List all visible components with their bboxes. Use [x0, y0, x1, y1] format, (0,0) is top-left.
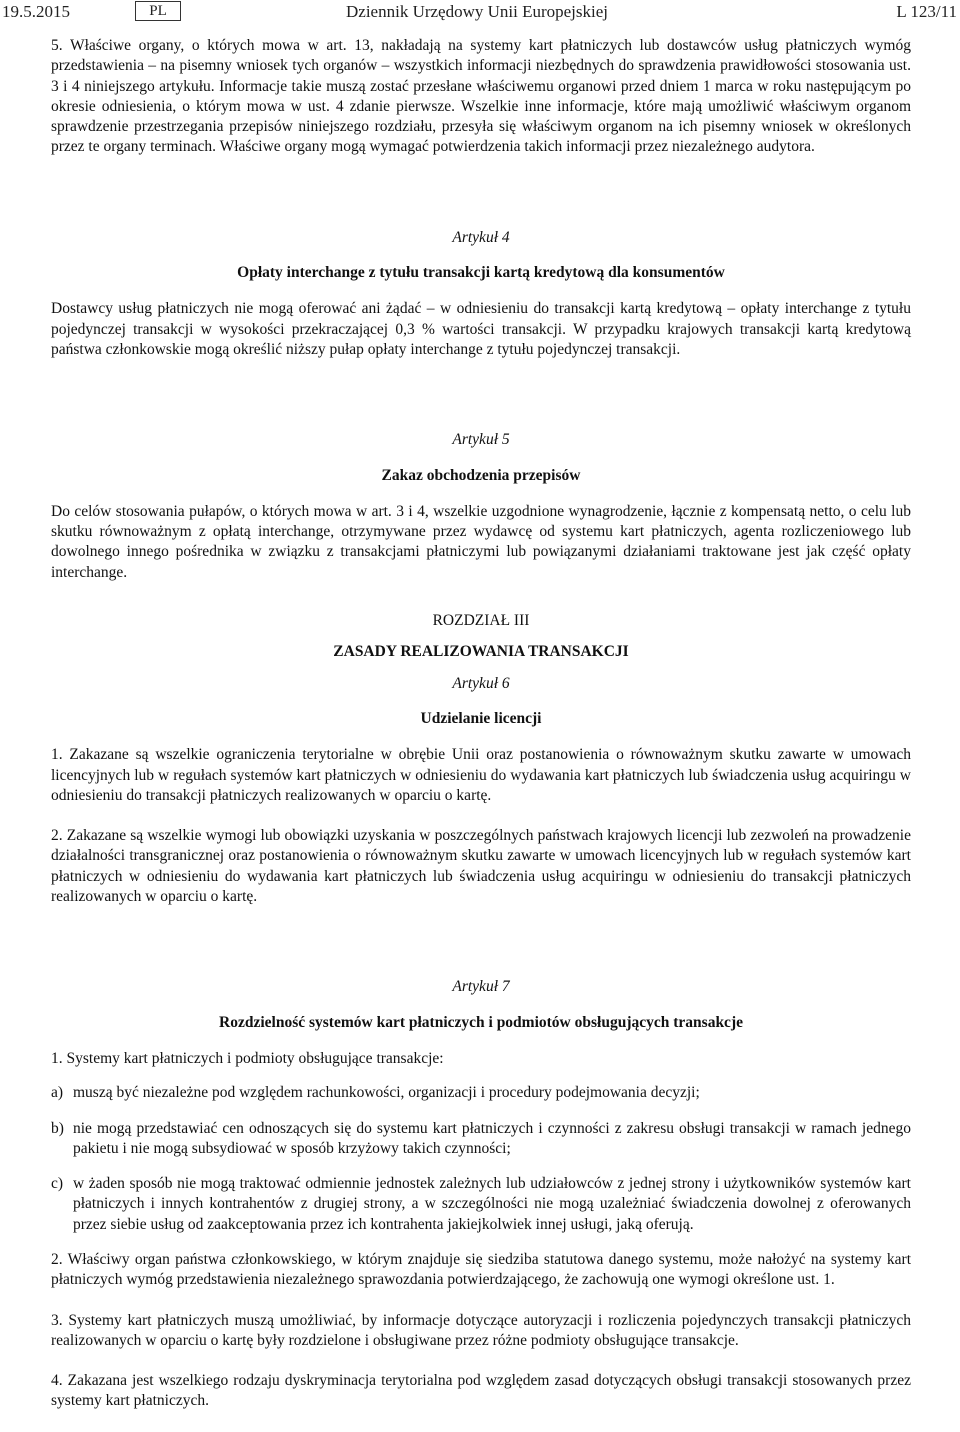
list-item-label: b): [51, 1119, 64, 1137]
list-item: [51, 1174, 911, 1235]
spacer: [51, 178, 911, 200]
article6-paragraph-1: 1. Zakazane są wszelkie ograniczenia terytorialne w obrębie Unii oraz postanowienia o równoważnym skutku zawarte w umowach licencyjnych lub w regułach systemów kart płatniczych w odniesieniu do wydawania kart płatniczych lub świadczenia usług acquiringu w odniesieniu do transakcji płatniczych realizowanych w oparciu o kartę.: [51, 746, 911, 804]
list-item-text: w żaden sposób nie mogą traktować odmiennie jednostek zależnych lub udziałowców z jednej strony i użytkowników systemów kart płatniczych i innych kontrahentów z drugiej strony, a w szczególności nie mogą uzależniać świadczenia dowolnej z oferowanych przez siebie usług od zaakceptowania przez ich kontrahenta jakiejkolwiek innej usługi, jaką oferują.: [73, 1175, 911, 1233]
spacer: [51, 380, 911, 402]
article7-paragraph-1: 1. Systemy kart płatniczych i podmioty obsługujące transakcje:: [51, 1049, 444, 1067]
publication-date: 19.5.2015: [2, 2, 70, 21]
list-item-label: a): [51, 1084, 64, 1102]
journal-title: Dziennik Urzędowy Unii Europejskiej: [346, 2, 609, 21]
article4-title: Opłaty interchange z tytułu transakcji kartą kredytową dla konsumentów: [237, 264, 725, 282]
spacer: [51, 927, 911, 949]
chapter3-number: ROZDZIAŁ III: [432, 612, 530, 630]
list-item-text: muszą być niezależne pod względem rachunkowości, organizacji i procedury podejmowania decyzji;: [73, 1084, 700, 1102]
page-header: [0, 0, 960, 24]
article5-number: Artykuł 5: [452, 431, 510, 449]
article7-paragraph-3: 3. Systemy kart płatniczych muszą umożliwiać, by informacje dotyczące autoryzacji i rozliczenia pojedynczych transakcji płatniczych realizowanych w oparciu o kartę były rozdzielone i obsługiwane przez różne podmioty obsługujące transakcje.: [51, 1311, 911, 1349]
article6-number: Artykuł 6: [452, 674, 510, 692]
list-item-label: c): [51, 1175, 64, 1193]
language-badge: PL: [135, 1, 181, 21]
article7-number: Artykuł 7: [452, 978, 510, 996]
article7-paragraph-4: 4. Zakazana jest wszelkiego rodzaju dyskryminacja terytorialna pod względem zasad dotyczących obsługi transakcji stosowanych przez systemy kart płatniczych.: [51, 1372, 911, 1410]
journal-reference: L 123/11: [896, 2, 957, 21]
article6-title: Udzielanie licencji: [420, 709, 542, 727]
chapter3-title: ZASADY REALIZOWANIA TRANSAKCJI: [333, 643, 629, 661]
article7-paragraph-2: 2. Właściwy organ państwa członkowskiego, w którym znajduje się siedziba statutowa danego systemu, może nałożyć na systemy kart płatniczych wymóg przedstawienia niezależnego sprawozdania potwierdzającego, że zachowują one wymogi określone ust. 1.: [51, 1250, 911, 1289]
article4-number: Artykuł 4: [452, 228, 510, 246]
article5-title: Zakaz obchodzenia przepisów: [381, 466, 581, 484]
document-body: [51, 36, 911, 1432]
list-item-text: nie mogą przedstawiać cen odnoszących się do systemu kart płatniczych i czynności z zakresu obsługi transakcji w ramach jednego pakietu i nie mogą subsydiować w sposób krzyżowy takich czynności;: [73, 1119, 911, 1157]
list-item: [51, 1119, 911, 1160]
article6-paragraph-2: 2. Zakazane są wszelkie wymogi lub obowiązki uzyskania w poszczególnych państwach krajowych licencji lub zezwoleń na prowadzenie działalności transgranicznej oraz postanowienia o równoważnym skutku zawarte w umowach licencyjnych lub w regułach systemów kart płatniczych w odniesieniu do wydawania kart płatniczych lub świadczenia usług acquiringu w odniesieniu do transakcji płatniczych realizowanych w oparciu o kartę.: [51, 827, 911, 906]
list-item: [51, 1083, 911, 1103]
article5-text: Do celów stosowania pułapów, o których mowa w art. 3 i 4, wszelkie uzgodnione wynagrodzenie, łącznie z kompensatą netto, o celu lub skutku równoważnym z opłatą interchange, otrzymywane przez wydawcę od systemu kart płatniczych, agenta rozliczeniowego lub dowolnego innego pośrednika w związku z transakcjami płatniczymi lub powiązanymi działaniami traktowane jest jak część opłaty interchange.: [51, 502, 911, 581]
article7-title: Rozdzielność systemów kart płatniczych i podmiotów obsługujących transakcje: [219, 1013, 743, 1031]
article3-paragraph-5: 5. Właściwe organy, o których mowa w art. 13, nakładają na systemy kart płatniczych lub dostawców usług płatniczych wymóg przedstawienia – na pisemny wniosek tych organów – wszystkich informacji niezbędnych do sprawdzenia prawidłowości stosowania ust. 3 i 4 niniejszego artykułu. Informacje takie muszą zostać przesłane właściwemu organowi przed dniem 1 marca w roku następującym po okresie odniesienia, o którym mowa w ust. 4 zdanie pierwsze. Wszelkie inne informacje, które mają umożliwić właściwym organom sprawdzenie przestrzegania przepisów niniejszego rozdziału, przesyła się właściwym organom na ich pisemny wniosek w określonych przez te organy terminach. Właściwe organy mogą wymagać potwierdzenia takich informacji przez niezależnego audytora.: [51, 37, 911, 156]
article4-text: Dostawcy usług płatniczych nie mogą oferować ani żądać – w odniesieniu do transakcji kartą kredytową – opłaty interchange z tytułu pojedynczej transakcji w wysokości przekraczającej 0,3 % wartości transakcji. W przypadku krajowych transakcji kartą kredytową państwa członkowskie mogą określić niższy pułap opłaty interchange z tytułu pojedynczej transakcji.: [51, 300, 911, 358]
